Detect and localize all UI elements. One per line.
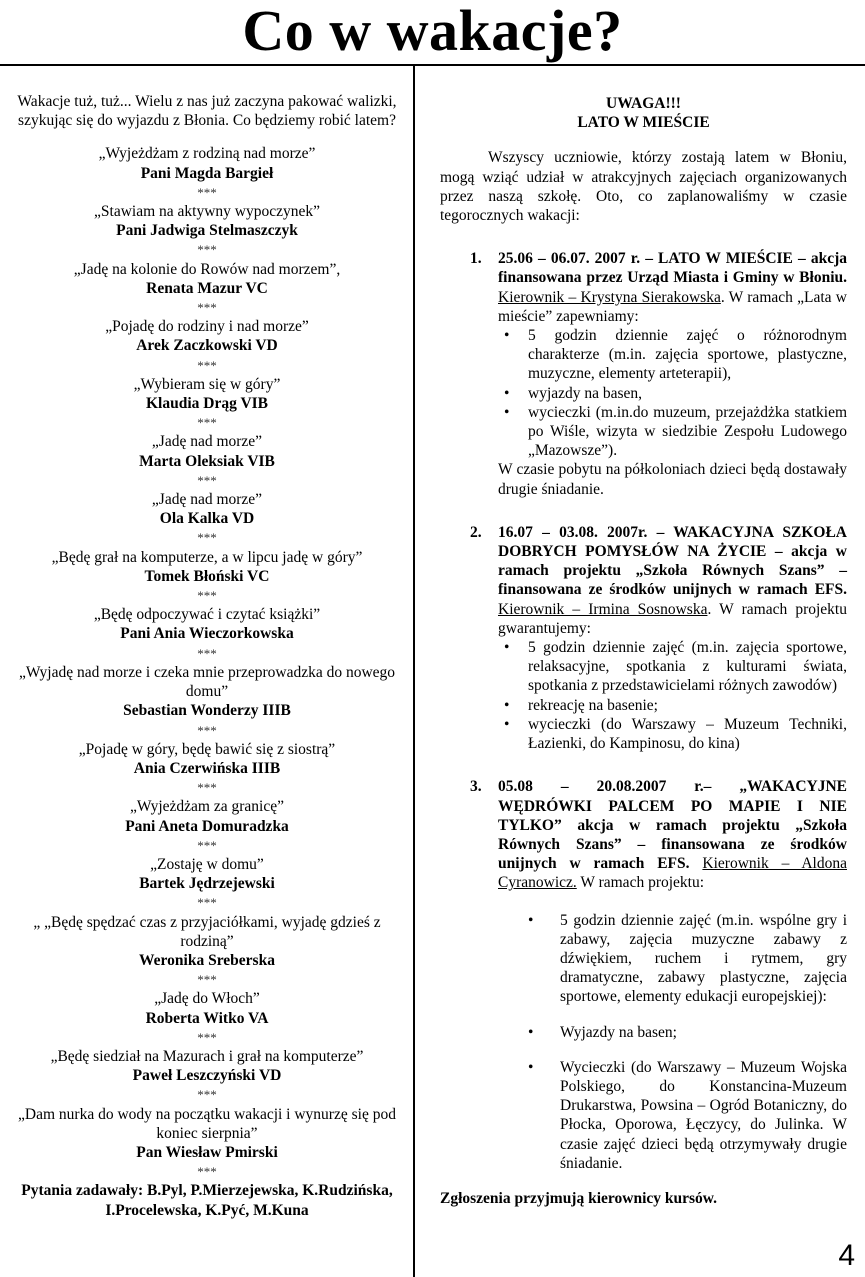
entry-name: Pani Magda Bargieł <box>140 164 274 182</box>
entry-quote: „Wybieram się w góry” <box>133 375 281 393</box>
activity-leader: Kierownik – Krystyna Sierakowska <box>498 288 721 306</box>
bullet-item: • rekreację na basenie; <box>498 696 847 715</box>
survey-entry <box>10 432 404 490</box>
title-divider <box>0 64 865 66</box>
entry-separator: *** <box>197 780 217 796</box>
activity-number: 3. <box>470 778 482 796</box>
entry-separator: *** <box>197 645 217 661</box>
entry-separator: *** <box>197 472 217 488</box>
activity-details: . W ramach projektu gwarantujemy: <box>498 600 847 637</box>
activity-number: 1. <box>470 250 482 268</box>
entry-quote: „Dam nurka do wody na początku wakacji i wynurzę się pod koniec sierpnia” <box>18 1105 396 1142</box>
survey-intro: Wakacje tuż, tuż... Wielu z nas już zaczyna pakować walizki, szykując się do wyjazdu z Błonia. Co będziemy robić latem? <box>17 93 397 130</box>
survey-credits: Pytania zadawały: B.Pyl, P.Mierzejewska, K.Rudzińska, I.Procelewska, K.Pyć, M.Kuna <box>21 1182 393 1219</box>
activity-leader: Kierownik – Irmina Sosnowska <box>498 600 708 618</box>
activity-title: 16.07 – 03.08. 2007r. – WAKACYJNA SZKOŁA DOBRYCH POMYSŁÓW NA ŻYCIE – akcja w ramach projektu „Szkoła Równych Szans” – finansowana ze środków unijnych w ramach EFS. <box>498 523 847 599</box>
entry-name: Sebastian Wonderzy IIIB <box>123 702 291 720</box>
entry-name: Marta Oleksiak VIB <box>139 452 275 470</box>
activity-bullets <box>498 326 847 460</box>
survey-entry <box>10 605 404 663</box>
survey-column <box>10 92 404 1220</box>
summer-program-column <box>440 94 847 1208</box>
entry-quote: „Będę odpoczywać i czytać książki” <box>93 606 321 624</box>
entry-name: Pani Jadwiga Stelmaszczyk <box>116 222 298 240</box>
entry-name: Pani Ania Wieczorkowska <box>120 625 294 643</box>
activity-description <box>498 777 847 892</box>
program-intro: Wszyscy uczniowie, którzy zostają latem w Błoniu, mogą wziąć udział w atrakcyjnych zajęciach organizowanych przez naszą szkołę. Oto, co zaplanowaliśmy w czasie tegorocznych wakacji: <box>440 149 847 225</box>
survey-entry <box>10 797 404 855</box>
bullet-item: • Wyjazdy na basen; <box>498 1023 847 1042</box>
entry-separator: *** <box>197 184 217 200</box>
entry-name: Ola Kalka VD <box>159 510 255 528</box>
bullet-item: • wycieczki (do Warszawy – Muzeum Techniki, Łazienki, do Kampinosu, do kina) <box>498 715 847 753</box>
activity-bullets <box>498 638 847 753</box>
entry-quote: „ „Będę spędzać czas z przyjaciółkami, wyjadę gdzieś z rodziną” <box>33 913 381 950</box>
activity-title: 05.08 – 20.08.2007 r.– „WAKACYJNE WĘDRÓWKI PALCEM PO MAPIE I NIE TYLKO” akcja w ramach projektu „Szkoła Równych Szans” – finansowana ze środków unijnych w ramach EFS. <box>498 778 847 873</box>
survey-entry <box>10 855 404 913</box>
entry-quote: „Zostaję w domu” <box>150 855 264 873</box>
entry-name: Klaudia Drąg VIB <box>145 395 269 413</box>
entry-name: Arek Zaczkowski VD <box>136 337 278 355</box>
page-title: Co w wakacje? <box>242 0 623 63</box>
activity-details: W ramach projektu: <box>576 874 705 892</box>
entry-quote: „Pojadę do rodziny i nad morze” <box>105 318 309 336</box>
survey-entry <box>10 260 404 318</box>
bullet-item: • wyjazdy na basen, <box>498 384 847 403</box>
entry-name: Bartek Jędrzejewski <box>139 875 275 893</box>
activity-list <box>440 249 847 1173</box>
registration-note: Zgłoszenia przyjmują kierownicy kursów. <box>440 1189 717 1207</box>
survey-entry <box>10 1105 404 1182</box>
entry-separator: *** <box>197 722 217 738</box>
activity-bullets <box>498 911 847 1173</box>
survey-entry <box>10 490 404 548</box>
survey-entry <box>10 317 404 375</box>
entry-quote: „Jadę do Włoch” <box>154 990 260 1008</box>
survey-entry <box>10 663 404 740</box>
entry-separator: *** <box>197 357 217 373</box>
survey-entry <box>10 913 404 990</box>
entry-separator: *** <box>197 415 217 431</box>
entry-quote: „Stawiam na aktywny wypoczynek” <box>94 203 320 221</box>
activity-item <box>440 249 847 499</box>
entry-separator: *** <box>197 242 217 258</box>
bullet-item: • Wycieczki (do Warszawy – Muzeum Wojska Polskiego, do Konstancina-Muzeum Drukarstwa, Powsina – Ogród Botaniczny, do Płocka, Oporowa, Łęczycy, do Julinka. W czasie zajęć dzieci będą otrzymywały drugie śniadanie. <box>498 1058 847 1173</box>
entry-name: Pani Aneta Domuradzka <box>125 817 289 835</box>
notice-subheading: LATO W MIEŚCIE <box>577 114 710 132</box>
entry-name: Roberta Witko VA <box>145 1009 269 1027</box>
survey-entry <box>10 989 404 1047</box>
bullet-item: • wycieczki (m.in.do muzeum, przejażdżka statkiem po Wiśle, wizyta w siedzibie Zespołu Ludowego „Mazowsze”). <box>498 403 847 461</box>
entry-quote: „Wyjeżdżam z rodziną nad morze” <box>98 145 316 163</box>
entry-separator: *** <box>197 972 217 988</box>
bullet-item: • 5 godzin dziennie zajęć (m.in. wspólne gry i zabawy, zajęcia muzyczne zabawy z dźwiękiem, ruchem i rytmem, gry dramatyczne, zabawy plastyczne, zajęcia sportowe, elementy edukacji europejskiej): <box>498 911 847 1007</box>
activity-item <box>440 777 847 1173</box>
bullet-item: • 5 godzin dziennie zajęć (m.in. zajęcia sportowe, relaksacyjne, spotkania z kulturami świata, spotkania z przedstawicielami różnych zawodów) <box>498 638 847 696</box>
entry-separator: *** <box>197 895 217 911</box>
entry-quote: „Jadę na kolonie do Rowów nad morzem”, <box>73 260 341 278</box>
activity-description <box>498 249 847 326</box>
entry-separator: *** <box>197 588 217 604</box>
entry-name: Pan Wiesław Pmirski <box>136 1143 278 1161</box>
entry-separator: *** <box>197 300 217 316</box>
activity-title: 25.06 – 06.07. 2007 r. – LATO W MIEŚCIE – akcja finansowana przez Urząd Miasta i Gminy w Błoniu. <box>498 250 847 287</box>
entry-separator: *** <box>197 837 217 853</box>
entry-quote: „Pojadę w góry, będę bawić się z siostrą” <box>78 740 336 758</box>
activity-item <box>440 523 847 753</box>
activity-number: 2. <box>470 523 482 541</box>
entry-separator: *** <box>197 1087 217 1103</box>
column-divider <box>413 64 415 1277</box>
survey-entry <box>10 144 404 202</box>
activity-closing: W czasie pobytu na półkoloniach dzieci będą dostawały drugie śniadanie. <box>498 461 847 498</box>
entry-name: Tomek Błoński VC <box>144 567 270 585</box>
entry-quote: „Wyjadę nad morze i czeka mnie przeprowadzka do nowego domu” <box>18 663 396 701</box>
survey-entries <box>10 144 404 1181</box>
entry-name: Renata Mazur VC <box>146 279 268 297</box>
entry-quote: „Wyjeżdżam za granicę” <box>130 798 284 816</box>
entry-separator: *** <box>197 530 217 546</box>
entry-quote: „Jadę nad morze” <box>151 491 263 509</box>
entry-name: Weronika Sreberska <box>139 951 275 969</box>
entry-quote: „Będę grał na komputerze, a w lipcu jadę w góry” <box>51 548 363 566</box>
entry-quote: „Jadę nad morze” <box>151 433 263 451</box>
survey-entry <box>10 375 404 433</box>
entry-separator: *** <box>197 1164 217 1180</box>
activity-details: . W ramach „Lata w mieście” zapewniamy: <box>498 288 847 325</box>
survey-entry <box>10 1047 404 1105</box>
entry-name: Ania Czerwińska IIIB <box>133 759 281 777</box>
notice-heading: UWAGA!!! <box>606 95 681 112</box>
survey-entry <box>10 548 404 606</box>
page-number: 4 <box>838 1239 855 1272</box>
survey-entry <box>10 740 404 798</box>
entry-name: Paweł Leszczyński VD <box>132 1067 282 1085</box>
activity-leader: Kierownik – Aldona Cyranowicz. <box>498 855 847 892</box>
bullet-item: • 5 godzin dziennie zajęć o różnorodnym charakterze (m.in. zajęcia sportowe, plastyczne, muzyczne, elementy arteterapii), <box>498 326 847 384</box>
entry-quote: „Będę siedział na Mazurach i grał na komputerze” <box>50 1047 364 1065</box>
activity-description <box>498 523 847 638</box>
survey-entry <box>10 202 404 260</box>
entry-separator: *** <box>197 1029 217 1045</box>
